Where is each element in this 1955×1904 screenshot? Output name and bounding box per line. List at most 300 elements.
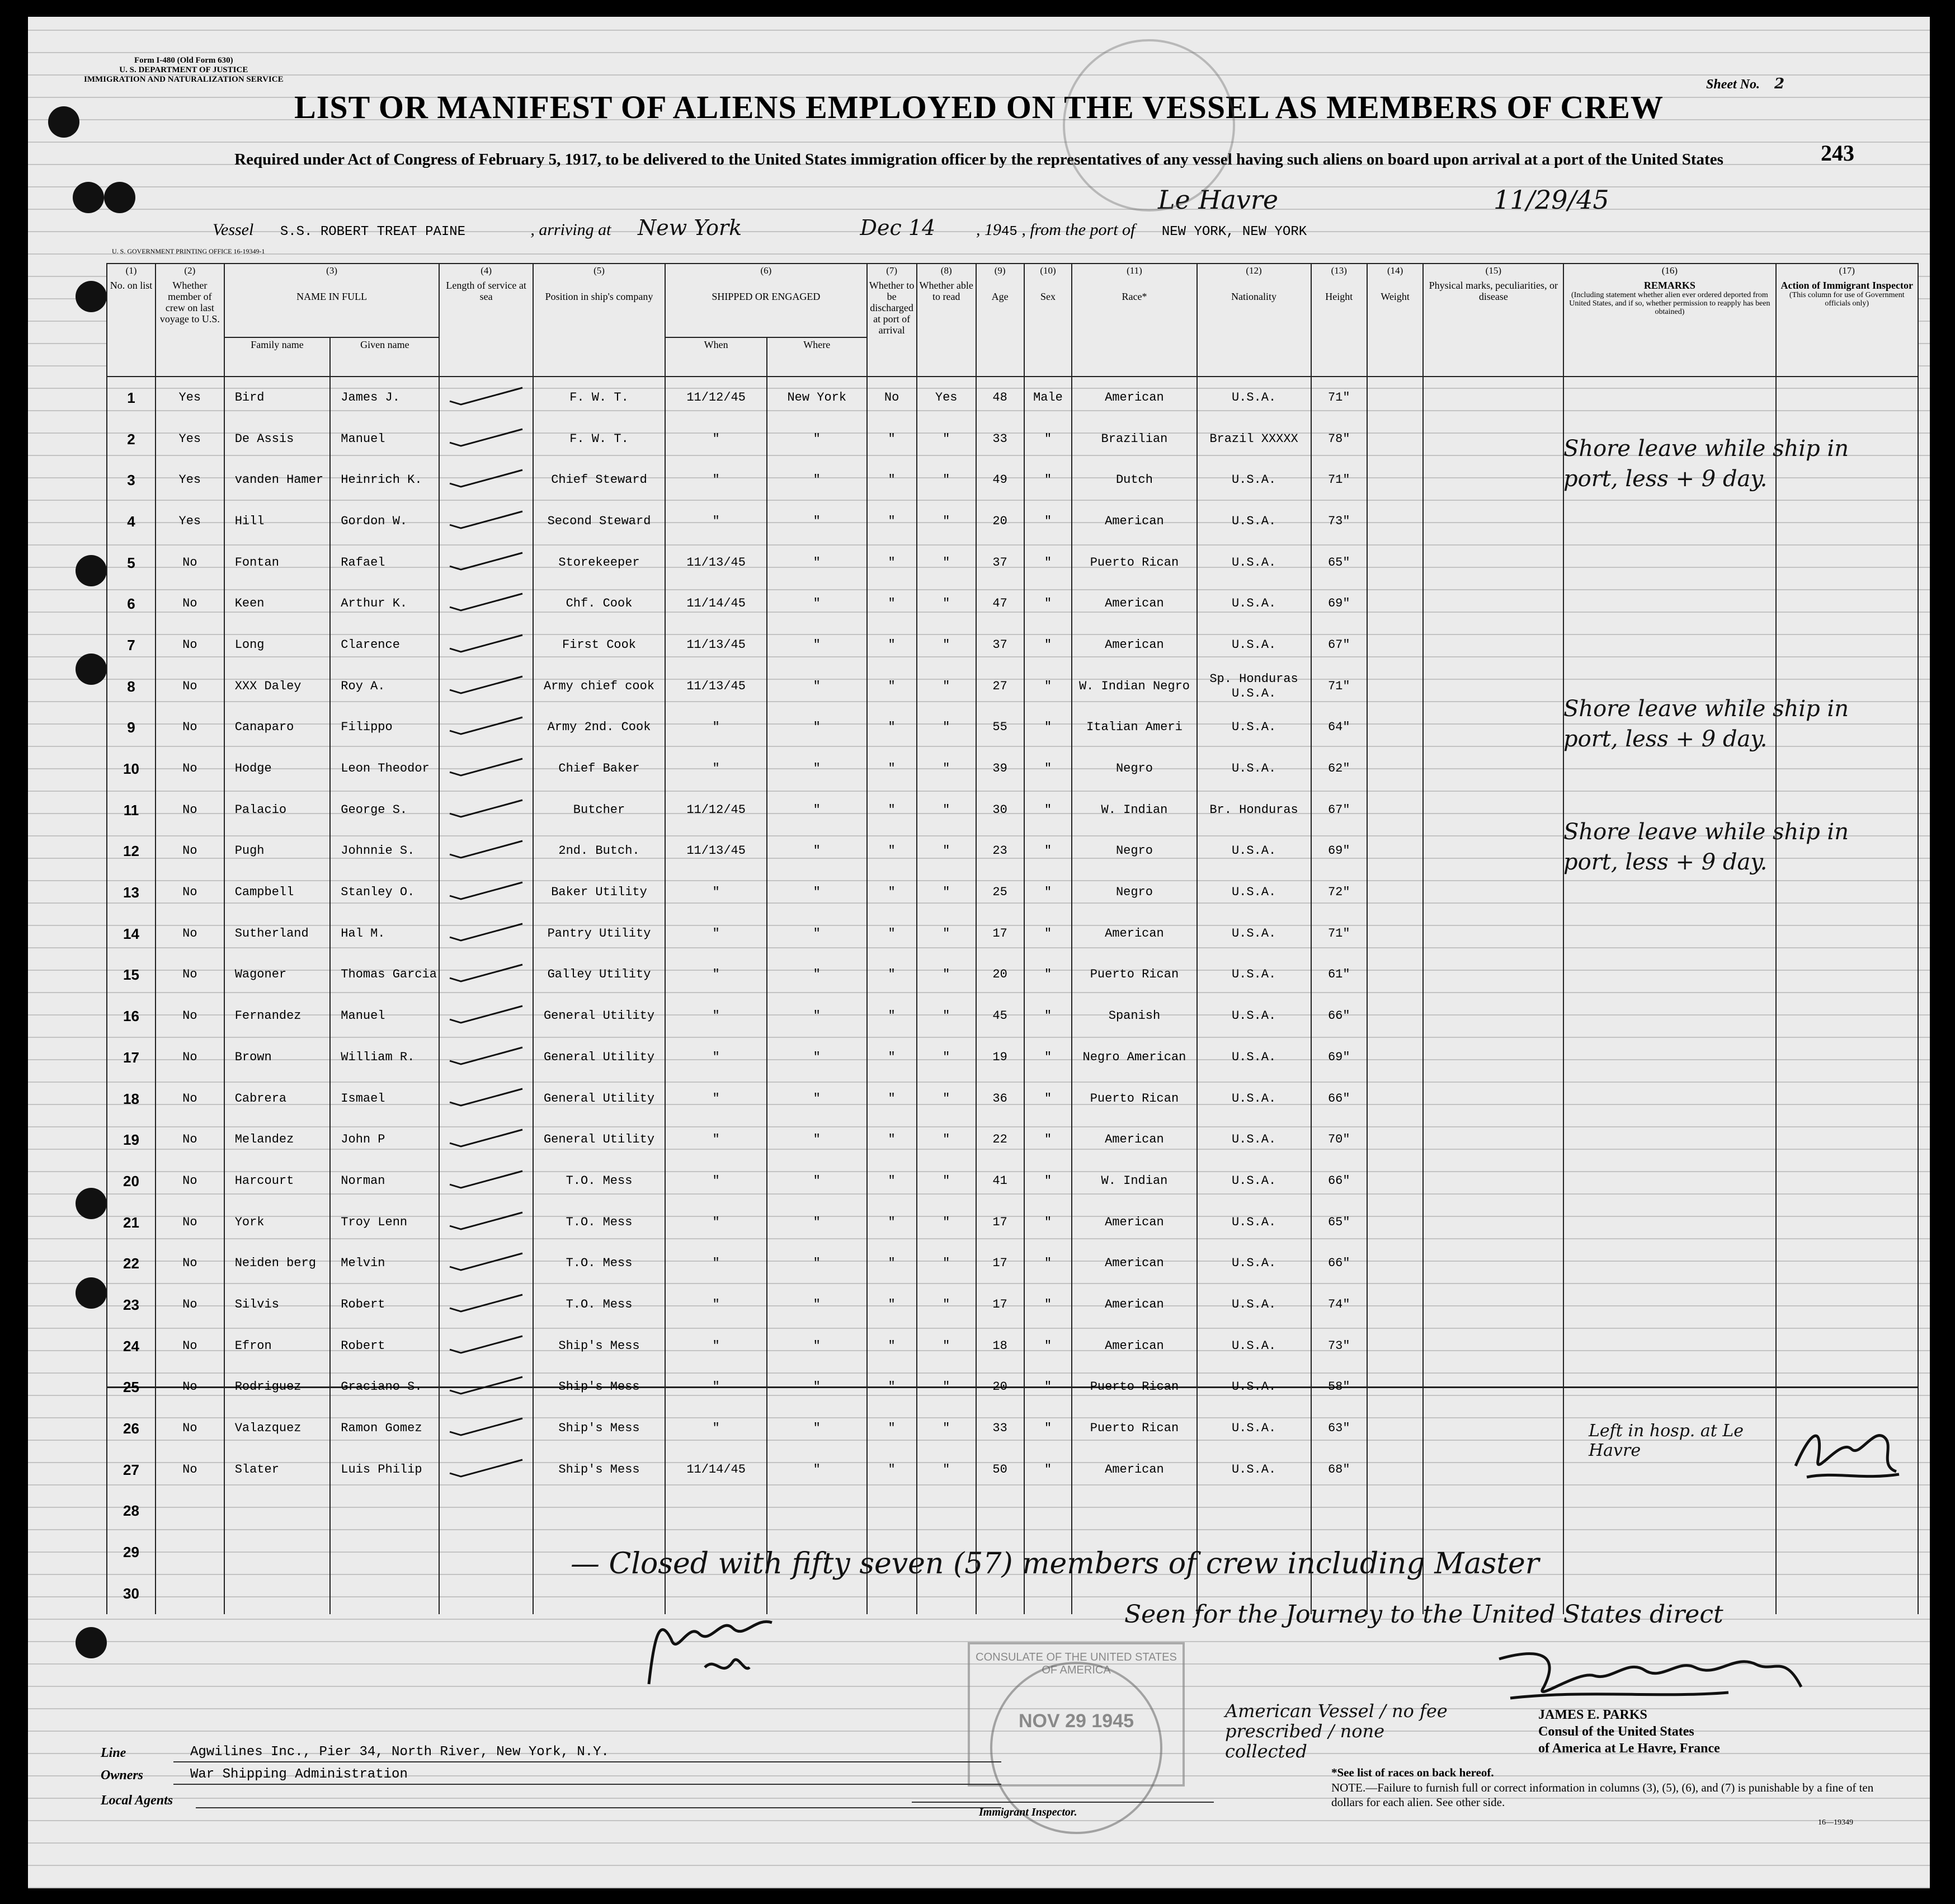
cell-height: 78" [1311, 419, 1367, 460]
cell-inspector-action [1776, 1037, 1918, 1078]
cell-position: T.O. Mess [533, 1243, 665, 1284]
cell-given-name: Arthur K. [330, 583, 439, 624]
cell-discharged: " [867, 789, 917, 831]
cell-nationality: U.S.A. [1197, 1408, 1311, 1449]
cell-weight [1367, 377, 1423, 419]
cell-discharged: " [867, 1119, 917, 1160]
cell-sex: " [1024, 1202, 1072, 1243]
cell-position: Chief Steward [533, 459, 665, 501]
cell-list-no: 19 [107, 1119, 156, 1160]
cell-position: First Cook [533, 624, 665, 666]
cell-physical-marks [1423, 831, 1563, 872]
cell-nationality: U.S.A. [1197, 1449, 1311, 1491]
cell-race: Puerto Rican [1072, 1408, 1196, 1449]
cell-discharged: " [867, 1408, 917, 1449]
cell-shipped-where: " [767, 419, 866, 460]
vessel-line [213, 215, 1307, 240]
cell-given-name: Ismael [330, 1078, 439, 1120]
cell-nationality: U.S.A. [1197, 501, 1311, 542]
footer-agents-label: Local Agents [101, 1793, 173, 1808]
cell-given-name [330, 1491, 439, 1532]
cell-shipped-where: " [767, 1367, 866, 1408]
cell-given-name: George S. [330, 789, 439, 831]
cell-given-name: Luis Philip [330, 1449, 439, 1491]
cell-inspector-action [1776, 748, 1918, 789]
service-checkmark [444, 673, 528, 695]
year-prefix: , 19 [976, 220, 1001, 239]
cell-family-name: York [224, 1202, 331, 1243]
cell-service-length [439, 1119, 533, 1160]
cell-able-to-read: " [917, 748, 976, 789]
cell-family-name: Harcourt [224, 1160, 331, 1202]
consul-name: JAMES E. PARKS [1538, 1708, 1647, 1722]
cell-race: American [1072, 1243, 1196, 1284]
cell-race: American [1072, 1284, 1196, 1325]
cell-age [976, 1491, 1024, 1532]
col-header-sex: (10) Sex [1024, 264, 1072, 377]
service-checkmark [444, 1126, 528, 1149]
cell-last-voyage: No [156, 1325, 224, 1367]
cell-physical-marks [1423, 789, 1563, 831]
cell-sex: " [1024, 1119, 1072, 1160]
cell-physical-marks [1423, 1325, 1563, 1367]
cell-discharged: " [867, 1078, 917, 1120]
cell-discharged: " [867, 624, 917, 666]
crew-row [107, 1119, 1918, 1160]
cell-discharged: " [867, 583, 917, 624]
remark-row-25: Left in hosp. at Le Havre [1589, 1421, 1744, 1460]
cell-family-name: Rodriguez [224, 1367, 331, 1408]
cell-physical-marks [1423, 1284, 1563, 1325]
cell-list-no: 22 [107, 1243, 156, 1284]
cell-height: 71" [1311, 666, 1367, 707]
cell-discharged: " [867, 1037, 917, 1078]
cell-shipped-when: 11/12/45 [665, 789, 767, 831]
cell-last-voyage: No [156, 1408, 224, 1449]
arriving-port: New York [638, 215, 742, 240]
cell-last-voyage: No [156, 831, 224, 872]
cell-height: 69" [1311, 583, 1367, 624]
cell-shipped-when: " [665, 459, 767, 501]
cell-position: F. W. T. [533, 419, 665, 460]
service-checkmark [444, 838, 528, 860]
cell-able-to-read: " [917, 995, 976, 1037]
crew-row [107, 1367, 1918, 1408]
cell-given-name: William R. [330, 1037, 439, 1078]
cell-last-voyage: No [156, 1243, 224, 1284]
service-checkmark [444, 714, 528, 736]
punch-hole [76, 1277, 107, 1309]
cell-race: Brazilian [1072, 419, 1196, 460]
col-header-given-name: Given name [330, 337, 439, 377]
punch-hole [73, 182, 104, 213]
cell-weight [1367, 831, 1423, 872]
cell-service-length [439, 1243, 533, 1284]
cell-able-to-read: " [917, 1284, 976, 1325]
cell-shipped-when: " [665, 1037, 767, 1078]
cell-given-name: Hal M. [330, 913, 439, 955]
cell-weight [1367, 419, 1423, 460]
cell-service-length [439, 1160, 533, 1202]
cell-position: Army 2nd. Cook [533, 707, 665, 749]
cell-remarks [1563, 624, 1775, 666]
cell-service-length [439, 1078, 533, 1120]
cell-age: 45 [976, 995, 1024, 1037]
cell-race: Dutch [1072, 459, 1196, 501]
service-checkmark [444, 755, 528, 778]
cell-position: General Utility [533, 1119, 665, 1160]
cell-race: Negro [1072, 748, 1196, 789]
cell-list-no: 15 [107, 955, 156, 996]
cell-weight [1367, 995, 1423, 1037]
service-checkmark [444, 632, 528, 654]
cell-remarks [1563, 913, 1775, 955]
cell-position: F. W. T. [533, 377, 665, 419]
cell-list-no: 12 [107, 831, 156, 872]
cell-remarks [1563, 1202, 1775, 1243]
cell-race: American [1072, 624, 1196, 666]
cell-physical-marks [1423, 666, 1563, 707]
cell-race: Negro [1072, 872, 1196, 913]
col-header-service-length: (4) Length of service at sea [439, 264, 533, 377]
cell-shipped-when: " [665, 1078, 767, 1120]
service-checkmark [444, 879, 528, 901]
remark-row-11: Shore leave while ship in port, less + 9 day. [1563, 819, 1849, 875]
cell-given-name: Graciano S. [330, 1367, 439, 1408]
cell-weight [1367, 1491, 1423, 1532]
cell-inspector-action [1776, 1573, 1918, 1614]
cell-position: 2nd. Butch. [533, 831, 665, 872]
races-note: *See list of races on back hereof. [1331, 1766, 1494, 1779]
cell-nationality: U.S.A. [1197, 377, 1311, 419]
cell-shipped-when: " [665, 501, 767, 542]
cell-age: 48 [976, 377, 1024, 419]
cell-inspector-action [1776, 1078, 1918, 1120]
cell-age: 41 [976, 1160, 1024, 1202]
cell-discharged: " [867, 995, 917, 1037]
col-header-when: When [665, 337, 767, 377]
cell-family-name: Valazquez [224, 1408, 331, 1449]
cell-height: 67" [1311, 789, 1367, 831]
cell-nationality: U.S.A. [1197, 831, 1311, 872]
cell-position: Ship's Mess [533, 1367, 665, 1408]
cell-race: American [1072, 1202, 1196, 1243]
cell-weight [1367, 542, 1423, 584]
crew-row [107, 1243, 1918, 1284]
cell-position: Chf. Cook [533, 583, 665, 624]
consul-block [1538, 1706, 1885, 1757]
cell-shipped-where: " [767, 1119, 866, 1160]
cell-shipped-where: " [767, 1325, 866, 1367]
cell-list-no: 29 [107, 1531, 156, 1573]
cell-remarks [1563, 1078, 1775, 1120]
cell-given-name: Robert [330, 1284, 439, 1325]
cell-position: Butcher [533, 789, 665, 831]
cell-family-name: Slater [224, 1449, 331, 1491]
footer-rule [196, 1807, 1001, 1808]
page-number: 243 [1821, 140, 1854, 166]
cell-height: 66" [1311, 1160, 1367, 1202]
cell-able-to-read: " [917, 1243, 976, 1284]
cell-service-length [439, 913, 533, 955]
cell-race: American [1072, 1449, 1196, 1491]
cell-list-no: 1 [107, 377, 156, 419]
service-checkmark [444, 1085, 528, 1108]
cell-weight [1367, 1160, 1423, 1202]
cell-last-voyage: No [156, 1078, 224, 1120]
cell-shipped-when: " [665, 707, 767, 749]
cell-position: T.O. Mess [533, 1202, 665, 1243]
cell-list-no: 23 [107, 1284, 156, 1325]
cell-shipped-when: " [665, 748, 767, 789]
cell-age: 50 [976, 1449, 1024, 1491]
cell-discharged [867, 1491, 917, 1532]
service-checkmark [444, 1374, 528, 1396]
cell-discharged: " [867, 872, 917, 913]
cell-discharged: " [867, 955, 917, 996]
consul-signature [1494, 1637, 1807, 1704]
cell-family-name: Melandez [224, 1119, 331, 1160]
cell-given-name: Thomas Garcia [330, 955, 439, 996]
cell-height: 73" [1311, 501, 1367, 542]
cell-weight [1367, 707, 1423, 749]
cell-family-name: De Assis [224, 419, 331, 460]
cell-height: 62" [1311, 748, 1367, 789]
cell-weight [1367, 1037, 1423, 1078]
cell-inspector-action [1776, 1243, 1918, 1284]
cell-height: 66" [1311, 995, 1367, 1037]
cell-service-length [439, 955, 533, 996]
cell-weight [1367, 1119, 1423, 1160]
cell-nationality: U.S.A. [1197, 748, 1311, 789]
cell-physical-marks [1423, 955, 1563, 996]
cell-service-length [439, 1408, 533, 1449]
cell-list-no: 11 [107, 789, 156, 831]
cell-physical-marks [1423, 1119, 1563, 1160]
cell-service-length [439, 1531, 533, 1573]
cell-able-to-read [917, 1491, 976, 1532]
date-stamp-text: NOV 29 1945 [1018, 1710, 1134, 1732]
seal-impression [1063, 39, 1235, 211]
cell-sex: Male [1024, 377, 1072, 419]
remark-row-8: Shore leave while ship in port, less + 9 day. [1563, 696, 1849, 752]
cell-service-length [439, 1037, 533, 1078]
cell-position: Ship's Mess [533, 1325, 665, 1367]
cell-service-length [439, 419, 533, 460]
cell-sex: " [1024, 1243, 1072, 1284]
cell-family-name: Canaparo [224, 707, 331, 749]
cell-physical-marks [1423, 1243, 1563, 1284]
cell-able-to-read: " [917, 831, 976, 872]
cell-sex: " [1024, 419, 1072, 460]
from-port-handwritten: Le Havre [1158, 185, 1279, 215]
cell-position: General Utility [533, 1078, 665, 1120]
cell-discharged: " [867, 707, 917, 749]
cell-discharged: " [867, 666, 917, 707]
cell-age: 19 [976, 1037, 1024, 1078]
cell-remarks [1563, 1367, 1775, 1408]
footer-rule [173, 1784, 1001, 1785]
cell-list-no: 9 [107, 707, 156, 749]
cell-shipped-where: " [767, 872, 866, 913]
cell-family-name [224, 1491, 331, 1532]
seen-annotation: Seen for the Journey to the United States direct [1124, 1600, 1723, 1629]
consul-location: of America at Le Havre, France [1538, 1741, 1720, 1756]
cell-shipped-where: " [767, 707, 866, 749]
cell-family-name [224, 1531, 331, 1573]
form-subtitle: Required under Act of Congress of February 5, 1917, to be delivered to the United States immigration officer by the representatives of any vessel having such aliens on board upon arrival at a port of the United States [234, 151, 1723, 168]
cell-last-voyage: No [156, 913, 224, 955]
cell-service-length [439, 501, 533, 542]
form-identifier [84, 56, 284, 84]
cell-discharged: " [867, 831, 917, 872]
cell-discharged: " [867, 542, 917, 584]
cell-shipped-when: " [665, 872, 767, 913]
cell-shipped-where: " [767, 459, 866, 501]
cell-remarks [1563, 1160, 1775, 1202]
col-header-weight: (14) Weight [1367, 264, 1423, 377]
cell-list-no: 7 [107, 624, 156, 666]
service-checkmark [444, 1333, 528, 1355]
col-header-list-no: (1) No. on list [107, 264, 156, 377]
cell-list-no: 25 [107, 1367, 156, 1408]
form-id-line: IMMIGRATION AND NATURALIZATION SERVICE [84, 75, 284, 84]
cell-able-to-read: " [917, 419, 976, 460]
cell-height: 68" [1311, 1449, 1367, 1491]
cell-last-voyage: No [156, 583, 224, 624]
cell-family-name: Bird [224, 377, 331, 419]
cell-race: Puerto Rican [1072, 1367, 1196, 1408]
cell-list-no: 24 [107, 1325, 156, 1367]
printing-office-note: U. S. GOVERNMENT PRINTING OFFICE 16-19349-1 [112, 247, 265, 255]
cell-remarks [1563, 377, 1775, 419]
col-header-height: (13) Height [1311, 264, 1367, 377]
cell-age: 20 [976, 501, 1024, 542]
cell-shipped-where: " [767, 666, 866, 707]
cell-sex: " [1024, 501, 1072, 542]
cell-age: 17 [976, 1243, 1024, 1284]
cell-discharged: " [867, 501, 917, 542]
cell-given-name [330, 1573, 439, 1614]
consulate-stamp-text: CONSULATE OF THE UNITED STATES OF AMERICA [976, 1651, 1177, 1676]
cell-sex: " [1024, 872, 1072, 913]
cell-weight [1367, 748, 1423, 789]
form-id-line: Form I-480 (Old Form 630) [134, 56, 233, 65]
cell-list-no: 18 [107, 1078, 156, 1120]
cell-height: 67" [1311, 624, 1367, 666]
cell-shipped-when: " [665, 419, 767, 460]
arriving-label: , arriving at [530, 220, 611, 239]
cell-remarks [1563, 1119, 1775, 1160]
crew-row [107, 1160, 1918, 1202]
cell-weight [1367, 501, 1423, 542]
cell-height: 65" [1311, 1202, 1367, 1243]
cell-list-no: 2 [107, 419, 156, 460]
cell-shipped-when: 11/13/45 [665, 831, 767, 872]
punch-hole [76, 1188, 107, 1219]
cell-last-voyage [156, 1531, 224, 1573]
cell-age: 17 [976, 1284, 1024, 1325]
cell-discharged: " [867, 1243, 917, 1284]
cell-position [533, 1491, 665, 1532]
cell-service-length [439, 995, 533, 1037]
cell-shipped-where: " [767, 748, 866, 789]
cell-nationality: U.S.A. [1197, 1243, 1311, 1284]
cell-nationality: U.S.A. [1197, 913, 1311, 955]
cell-sex: " [1024, 1367, 1072, 1408]
cell-physical-marks [1423, 1367, 1563, 1408]
cell-sex: " [1024, 913, 1072, 955]
cell-given-name: Manuel [330, 995, 439, 1037]
crew-row [107, 377, 1918, 419]
cell-height: 73" [1311, 1325, 1367, 1367]
cell-last-voyage: No [156, 1202, 224, 1243]
cell-shipped-when: " [665, 913, 767, 955]
cell-sex: " [1024, 748, 1072, 789]
cell-list-no: 10 [107, 748, 156, 789]
cell-height: 66" [1311, 1078, 1367, 1120]
cell-list-no: 6 [107, 583, 156, 624]
cell-family-name: Efron [224, 1325, 331, 1367]
cell-shipped-where: " [767, 1202, 866, 1243]
cell-service-length [439, 1449, 533, 1491]
cell-shipped-where: " [767, 583, 866, 624]
cell-able-to-read: " [917, 789, 976, 831]
cell-age: 30 [976, 789, 1024, 831]
cell-position: Army chief cook [533, 666, 665, 707]
cell-service-length [439, 831, 533, 872]
cell-weight [1367, 1078, 1423, 1120]
cell-height: 63" [1311, 1408, 1367, 1449]
cell-able-to-read: " [917, 1037, 976, 1078]
cell-height: 74" [1311, 1284, 1367, 1325]
cell-discharged: No [867, 377, 917, 419]
cell-discharged: " [867, 1284, 917, 1325]
cell-last-voyage: No [156, 995, 224, 1037]
cell-age: 25 [976, 872, 1024, 913]
cell-service-length [439, 872, 533, 913]
cell-race: Puerto Rican [1072, 1078, 1196, 1120]
cell-weight [1367, 1325, 1423, 1367]
cell-sex: " [1024, 1325, 1072, 1367]
cell-discharged: " [867, 1449, 917, 1491]
cell-physical-marks [1423, 419, 1563, 460]
footer-line-label: Line [101, 1746, 126, 1760]
cell-shipped-when: 11/12/45 [665, 377, 767, 419]
col-header-shipped: (6) SHIPPED OR ENGAGED [665, 264, 866, 337]
cell-given-name: Troy Lenn [330, 1202, 439, 1243]
crew-row [107, 955, 1918, 996]
cell-shipped-when: 11/13/45 [665, 666, 767, 707]
cell-able-to-read: " [917, 913, 976, 955]
cell-weight [1367, 459, 1423, 501]
cell-shipped-when: 11/14/45 [665, 1449, 767, 1491]
cell-age: 22 [976, 1119, 1024, 1160]
closing-annotation: — Closed with fifty seven (57) members of crew including Master [571, 1547, 1539, 1581]
cell-race: American [1072, 1119, 1196, 1160]
cell-given-name: Robert [330, 1325, 439, 1367]
cell-shipped-where: " [767, 913, 866, 955]
cell-able-to-read: " [917, 1449, 976, 1491]
crew-row [107, 1491, 1918, 1532]
cell-position: Ship's Mess [533, 1449, 665, 1491]
crew-row [107, 872, 1918, 913]
cell-inspector-action [1776, 1284, 1918, 1325]
crew-row [107, 583, 1918, 624]
cell-sex: " [1024, 666, 1072, 707]
cell-family-name: Hodge [224, 748, 331, 789]
cell-sex: " [1024, 995, 1072, 1037]
